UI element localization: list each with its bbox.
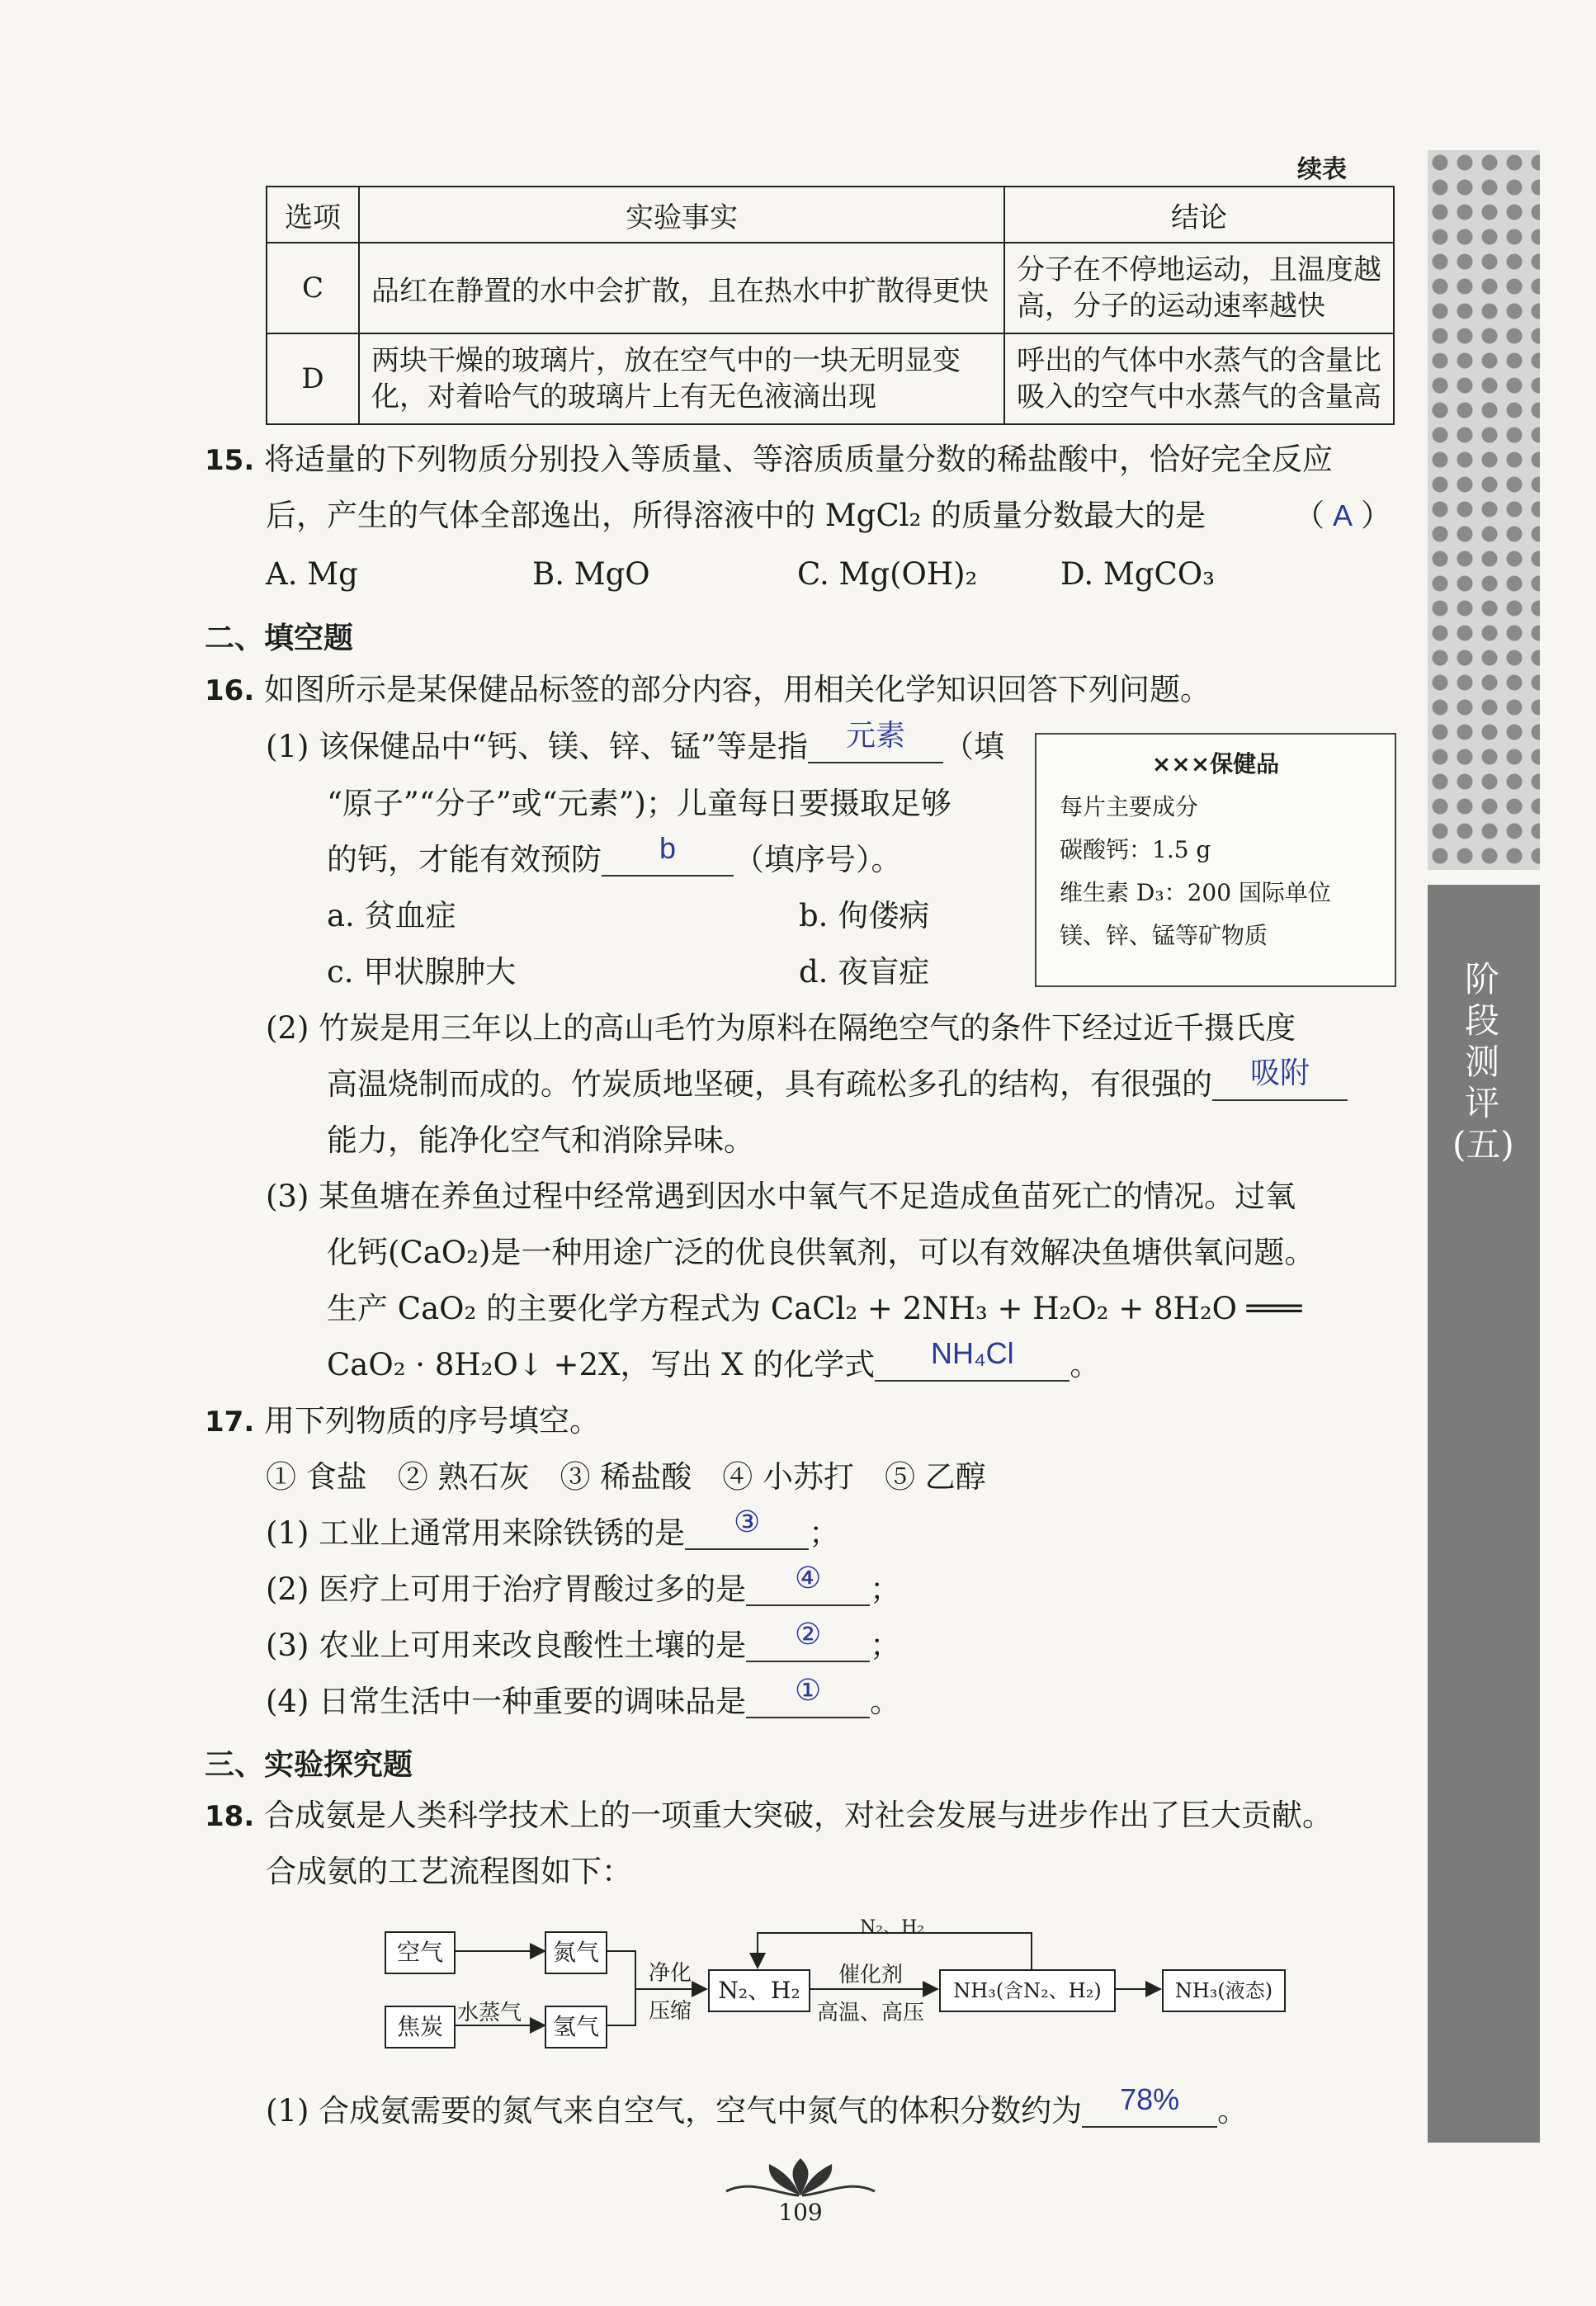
q15-answer: A xyxy=(1333,499,1353,532)
q16-choice-c: c. 甲状腺肿大 xyxy=(327,954,517,990)
q17-answer-2: ④ xyxy=(795,1561,822,1595)
label-line: 每片主要成分 xyxy=(1060,793,1199,820)
section-fill-blank: 二、填空题 xyxy=(205,621,354,655)
q15-answer-paren: （ A ） xyxy=(1294,498,1392,533)
q18-answer-1: 78% xyxy=(1120,2082,1180,2116)
q15-line1: 15. 将适量的下列物质分别投入等质量、等溶质质量分数的稀盐酸中，恰好完全反应 xyxy=(205,442,1333,477)
q16-answer-2: b xyxy=(659,831,677,865)
q16-part3-line2: 化钙(CaO₂)是一种用途广泛的优良供氧剂，可以有效解决鱼塘供氧问题。 xyxy=(327,1235,1315,1270)
q17-stem: 17. 用下列物质的序号填空。 xyxy=(205,1403,600,1439)
q16-part2-line3: 能力，能净化空气和消除异味。 xyxy=(327,1122,754,1158)
q15-option-d: D. MgCO₃ xyxy=(1060,556,1215,592)
q16-choice-b: b. 佝偻病 xyxy=(799,898,930,933)
q17-answer-4: ① xyxy=(795,1673,822,1707)
table-cell-conclusion: 呼出的气体中水蒸气的含量比 吸入的空气中水蒸气的含量高 xyxy=(1004,333,1394,424)
process-flow-diagram xyxy=(380,1913,1287,2070)
flow-box-air: 空气 xyxy=(385,1931,456,1974)
q16-answer-4: NH₄Cl xyxy=(930,1336,1014,1370)
q15-option-c: C. Mg(OH)₂ xyxy=(797,556,978,592)
flow-label-purify: 净化 xyxy=(649,1961,692,1986)
q18-part1: (1) 合成氨需要的氮气来自空气，空气中氮气的体积分数约为 78% 。 xyxy=(266,2082,1249,2129)
flow-label-catalyst: 催化剂 xyxy=(838,1963,904,1987)
q15-line2: 后，产生的气体全部逸出，所得溶液中的 MgCl₂ 的质量分数最大的是 xyxy=(266,498,1206,533)
q17-items: ① 食盐 ② 熟石灰 ③ 稀盐酸 ④ 小苏打 ⑤ 乙醇 xyxy=(266,1459,986,1495)
q17-answer-3: ② xyxy=(795,1617,822,1651)
q17-part4: (4) 日常生活中一种重要的调味品是 ① 。 xyxy=(266,1673,901,1719)
side-pattern xyxy=(1428,150,1540,870)
q16-part3-line3: 生产 CaO₂ 的主要化学方程式为 CaCl₂ + 2NH₃ + H₂O₂ + 8H₂O ═══ xyxy=(327,1291,1302,1326)
q16-choice-a: a. 贫血症 xyxy=(327,898,456,933)
flow-box-nitrogen: 氮气 xyxy=(545,1931,607,1974)
flow-label-steam: 水蒸气 xyxy=(457,2001,522,2025)
flow-arrows xyxy=(380,1913,1287,2070)
flow-box-hydrogen: 氢气 xyxy=(545,2006,607,2048)
q16-part1-line1: (1) 该保健品中“钙、镁、锌、锰”等是指 元素 （填 xyxy=(266,718,1005,764)
q18-line2: 合成氨的工艺流程图如下： xyxy=(266,1854,632,1889)
label-line: 镁、锌、锰等矿物质 xyxy=(1060,922,1268,949)
table-header-conclusion: 结论 xyxy=(1004,187,1394,243)
q16-choice-d: d. 夜盲症 xyxy=(799,954,930,990)
table-header-option: 选项 xyxy=(267,187,359,243)
table-row xyxy=(267,243,1394,333)
q16-part3-line4: CaO₂ · 8H₂O↓ +2X，写出 X 的化学式 NH₄Cl 。 xyxy=(327,1336,1101,1382)
section-experiment: 三、实验探究题 xyxy=(205,1748,413,1782)
flow-label-conditions: 高温、高压 xyxy=(817,2001,925,2025)
continued-label: 续表 xyxy=(1297,155,1347,184)
page-number: 109 xyxy=(778,2199,823,2226)
label-line: 维生素 D₃：200 国际单位 xyxy=(1060,879,1331,906)
ornament-icon xyxy=(710,2154,891,2204)
side-title: 阶段测评(五) xyxy=(1452,959,1514,1165)
q16-part2-line2: 高温烧制而成的。竹炭质地坚硬，具有疏松多孔的结构，有很强的 吸附 xyxy=(327,1066,1348,1103)
q15-option-b: B. MgO xyxy=(532,556,650,592)
supplement-label xyxy=(1035,733,1396,987)
side-strip xyxy=(1428,150,1540,2143)
q18-line1: 18. 合成氨是人类科学技术上的一项重大突破，对社会发展与进步作出了巨大贡献。 xyxy=(205,1798,1333,1833)
q17-part2: (2) 医疗上可用于治疗胃酸过多的是 ④ ； xyxy=(266,1561,901,1607)
table-header-fact: 实验事实 xyxy=(359,187,1004,243)
table-cell-fact: 两块干燥的玻璃片，放在空气中的一块无明显变 化，对着哈气的玻璃片上有无色液滴出现 xyxy=(359,333,1004,424)
q16-answer-1: 元素 xyxy=(846,718,906,752)
q16-answer-3: 吸附 xyxy=(1249,1056,1310,1089)
q17-part3: (3) 农业上可用来改良酸性土壤的是 ② ； xyxy=(266,1617,901,1663)
q15-option-a: A. Mg xyxy=(266,556,358,592)
flow-box-coke: 焦炭 xyxy=(385,2006,456,2048)
experiment-table xyxy=(266,186,1395,425)
flow-label-compress: 压缩 xyxy=(649,1999,692,2024)
q16-stem: 16. 如图所示是某保健品标签的部分内容，用相关化学知识回答下列问题。 xyxy=(205,672,1211,707)
q16-part2-line1: (2) 竹炭是用三年以上的高山毛竹为原料在隔绝空气的条件下经过近千摄氏度 xyxy=(266,1010,1296,1046)
q16-part1-line3: 的钙，才能有效预防 b （填序号）。 xyxy=(327,831,902,877)
label-line: 碳酸钙：1.5 g xyxy=(1060,836,1211,863)
q16-part1-line2: “原子”“分子”或“元素”)；儿童每日要摄取足够 xyxy=(327,786,951,821)
q16-part3-line1: (3) 某鱼塘在养鱼过程中经常遇到因水中氧气不足造成鱼苗死亡的情况。过氧 xyxy=(266,1179,1296,1214)
flow-box-ammonia-mix: NH₃(含N₂、H₂) xyxy=(939,1969,1116,2012)
q17-answer-1: ③ xyxy=(734,1505,761,1538)
flow-box-mixture: N₂、H₂ xyxy=(708,1969,810,2012)
flow-label-recycle: N₂、H₂ xyxy=(860,1917,925,1938)
flow-box-liquid-ammonia: NH₃(液态) xyxy=(1162,1969,1286,2012)
table-row xyxy=(267,333,1394,424)
label-title: ×××保健品 xyxy=(1151,750,1280,777)
table-cell-fact: 品红在静置的水中会扩散，且在热水中扩散得更快 xyxy=(359,243,1004,333)
table-cell-option: C xyxy=(267,243,359,333)
table-cell-conclusion: 分子在不停地运动，且温度越 高，分子的运动速率越快 xyxy=(1004,243,1394,333)
table-cell-option: D xyxy=(267,333,359,424)
q17-part1: (1) 工业上通常用来除铁锈的是 ③ ； xyxy=(266,1505,840,1551)
